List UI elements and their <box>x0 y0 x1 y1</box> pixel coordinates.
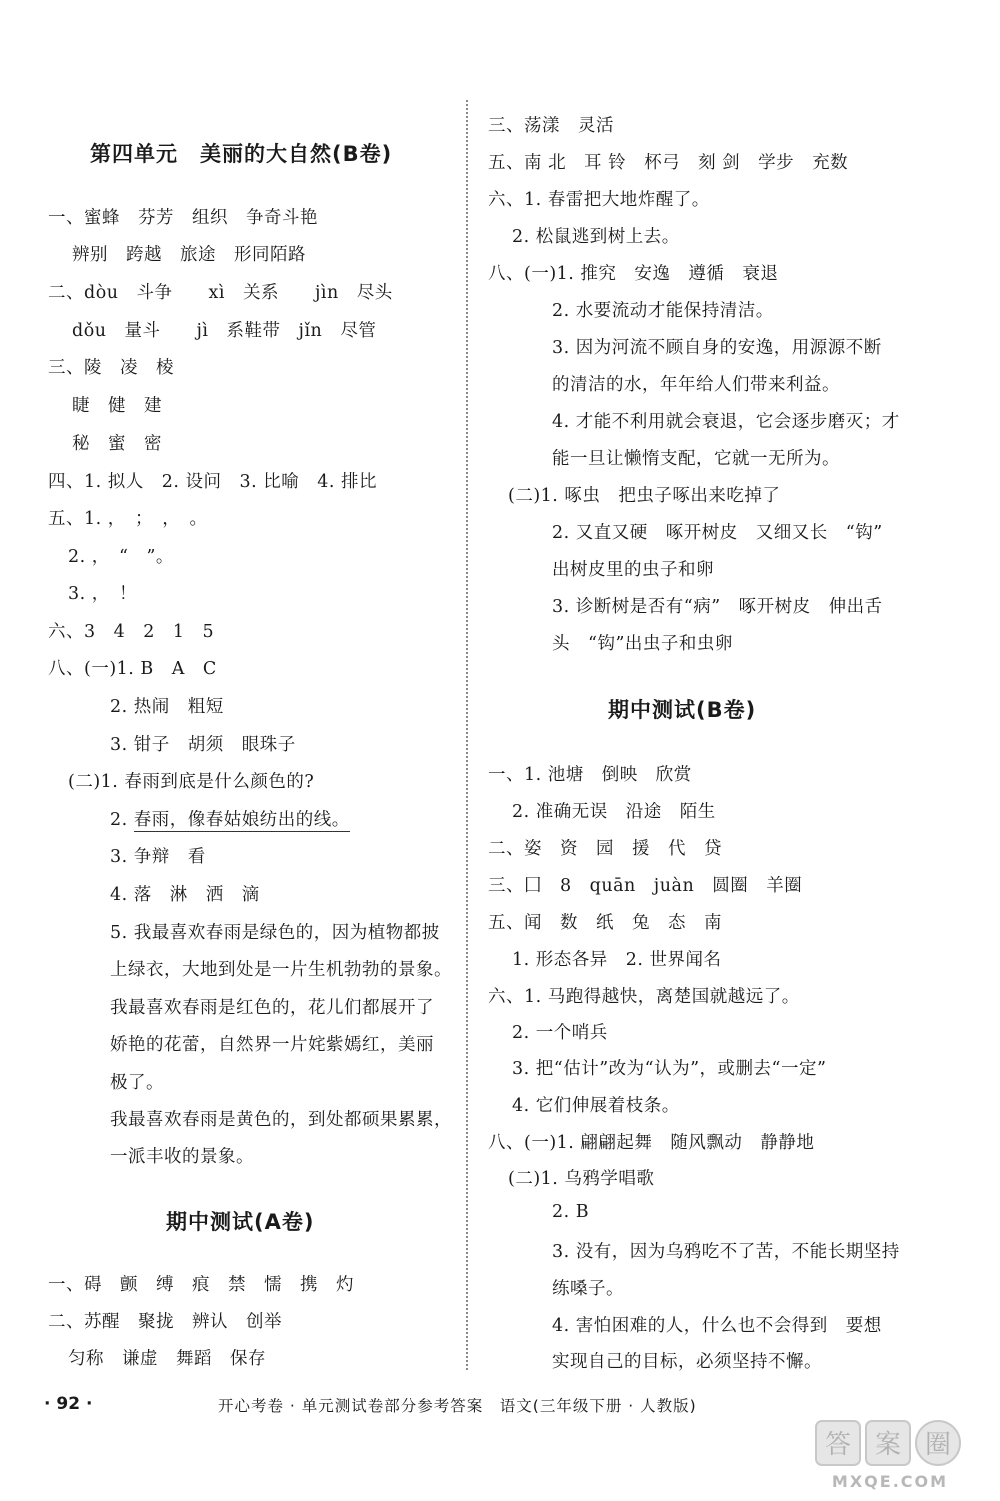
footer-title: 开心考卷 · 单元测试卷部分参考答案 语文(三年级下册 · 人教版) <box>218 1397 697 1415</box>
answer-line: 3. 争辩 看 <box>110 847 206 867</box>
answer-line: 六、1. 马跑得越快，离楚国就越远了。 <box>488 987 800 1007</box>
answer-line: (二)1. 啄虫 把虫子啄出来吃掉了 <box>508 486 781 506</box>
answer-line: (二)1. 春雨到底是什么颜色的? <box>68 772 315 792</box>
answer-line: 头 “钩”出虫子和虫卵 <box>552 634 733 654</box>
answer-line: 上绿衣，大地到处是一片生机勃勃的景象。 <box>110 960 452 980</box>
answer-line: 4. 落 淋 洒 滴 <box>110 885 260 905</box>
answer-line: 三、荡漾 灵活 <box>488 116 614 136</box>
answer-line: 1. 形态各异 2. 世界闻名 <box>512 950 722 970</box>
answer-line: 实现自己的目标，必须坚持不懈。 <box>552 1352 822 1372</box>
answer-line: 3. ， ！ <box>68 584 138 604</box>
answer-line: 三、陵 凌 棱 <box>48 358 174 378</box>
answer-line: 3. 把“估计”改为“认为”，或删去“一定” <box>512 1059 827 1079</box>
answer-number: 2. <box>110 810 128 830</box>
answer-line: 极了。 <box>110 1073 164 1093</box>
answer-line: 一派丰收的景象。 <box>110 1147 254 1167</box>
answer-line: 五、1. ， ； ， 。 <box>48 509 208 529</box>
answer-line: 八、(一)1. B A C <box>48 659 217 679</box>
answer-line: 3. 钳子 胡须 眼珠子 <box>110 735 296 755</box>
answer-line: 我最喜欢春雨是红色的，花儿们都展开了 <box>110 998 434 1018</box>
answer-line: 秘 蜜 密 <box>72 434 162 454</box>
answer-line: 四、1. 拟人 2. 设问 3. 比喻 4. 排比 <box>48 472 378 492</box>
underlined-answer: 春雨，像春姑娘纺出的线。 <box>133 810 350 830</box>
answer-line: 2. 一个哨兵 <box>512 1023 608 1043</box>
answer-line: 六、1. 春雷把大地炸醒了。 <box>488 190 710 210</box>
answer-line: 2. 又直又硬 啄开树皮 又细又长 “钩” <box>552 523 883 543</box>
watermark-logo-icon <box>810 1415 970 1495</box>
answer-line: 一、碍 颤 缚 痕 禁 懦 携 灼 <box>48 1275 354 1295</box>
answer-line: dǒu 量斗 jì 系鞋带 jǐn 尽管 <box>72 321 377 341</box>
answer-line: 三、囗 8 quān juàn 圆圈 羊圈 <box>488 876 803 896</box>
answer-line: 二、苏醒 聚拢 辨认 创举 <box>48 1312 282 1332</box>
answer-line: 我最喜欢春雨是黄色的，到处都硕果累累， <box>110 1110 452 1130</box>
logo-char: 圈 <box>924 1430 952 1460</box>
answer-line: (二)1. 乌鸦学唱歌 <box>508 1169 655 1189</box>
logo-url: MXQE.COM <box>831 1472 949 1491</box>
section-heading-midterm-a: 期中测试(A卷) <box>166 1210 315 1234</box>
section-heading-unit4-b: 第四单元 美丽的大自然(B卷) <box>90 142 393 166</box>
answer-line: 娇艳的花蕾，自然界一片姹紫嫣红，美丽 <box>110 1035 434 1055</box>
section-heading-midterm-b: 期中测试(B卷) <box>608 698 757 722</box>
answer-line <box>110 806 350 831</box>
answer-line: 4. 它们伸展着枝条。 <box>512 1096 680 1116</box>
page-number: · 92 · <box>44 1394 93 1414</box>
logo-char: 答 <box>824 1430 852 1460</box>
answer-line: 3. 因为河流不顾自身的安逸，用源源不断 <box>552 338 882 358</box>
answer-line: 睫 健 建 <box>72 396 162 416</box>
answer-line: 匀称 谦虚 舞蹈 保存 <box>68 1349 266 1369</box>
answer-line: 六、3 4 2 1 5 <box>48 622 215 642</box>
answer-line: 二、dòu 斗争 xì 关系 jìn 尽头 <box>48 283 393 303</box>
answer-line: 2. 热闹 粗短 <box>110 697 224 717</box>
answer-line: 2. 准确无误 沿途 陌生 <box>512 802 716 822</box>
answer-line: 能一旦让懒惰支配，它就一无所为。 <box>552 449 840 469</box>
answer-line: 2. B <box>552 1202 590 1222</box>
answer-line: 一、1. 池塘 倒映 欣赏 <box>488 765 692 785</box>
answer-line: 一、蜜蜂 芬芳 组织 争奇斗艳 <box>48 208 318 228</box>
answer-line: 八、(一)1. 翩翩起舞 随风飘动 静静地 <box>488 1133 815 1153</box>
answer-line: 八、(一)1. 推究 安逸 遵循 衰退 <box>488 264 779 284</box>
answer-line: 4. 害怕困难的人，什么也不会得到 要想 <box>552 1316 882 1336</box>
answer-line: 2. 松鼠逃到树上去。 <box>512 227 680 247</box>
answer-line: 2. ， “ ”。 <box>68 547 174 567</box>
answer-line: 出树皮里的虫子和卵 <box>552 560 714 580</box>
answer-line: 3. 诊断树是否有“病” 啄开树皮 伸出舌 <box>552 597 883 617</box>
answer-line: 五、闻 数 纸 兔 态 南 <box>488 913 722 933</box>
answer-line: 二、姿 资 园 援 代 贷 <box>488 839 722 859</box>
answer-line: 五、南 北 耳 铃 杯弓 刻 剑 学步 充数 <box>488 153 849 173</box>
answer-line: 3. 没有，因为乌鸦吃不了苦，不能长期坚持 <box>552 1242 900 1262</box>
answer-line: 辨别 跨越 旅途 形同陌路 <box>72 245 306 265</box>
column-divider <box>466 100 468 1370</box>
logo-char: 案 <box>874 1430 902 1460</box>
answer-line: 的清洁的水，年年给人们带来利益。 <box>552 375 840 395</box>
answer-line: 2. 水要流动才能保持清洁。 <box>552 301 774 321</box>
answer-line: 4. 才能不利用就会衰退，它会逐步磨灭；才 <box>552 412 900 432</box>
answer-line: 5. 我最喜欢春雨是绿色的，因为植物都披 <box>110 923 440 943</box>
answer-line: 练嗓子。 <box>552 1279 624 1299</box>
